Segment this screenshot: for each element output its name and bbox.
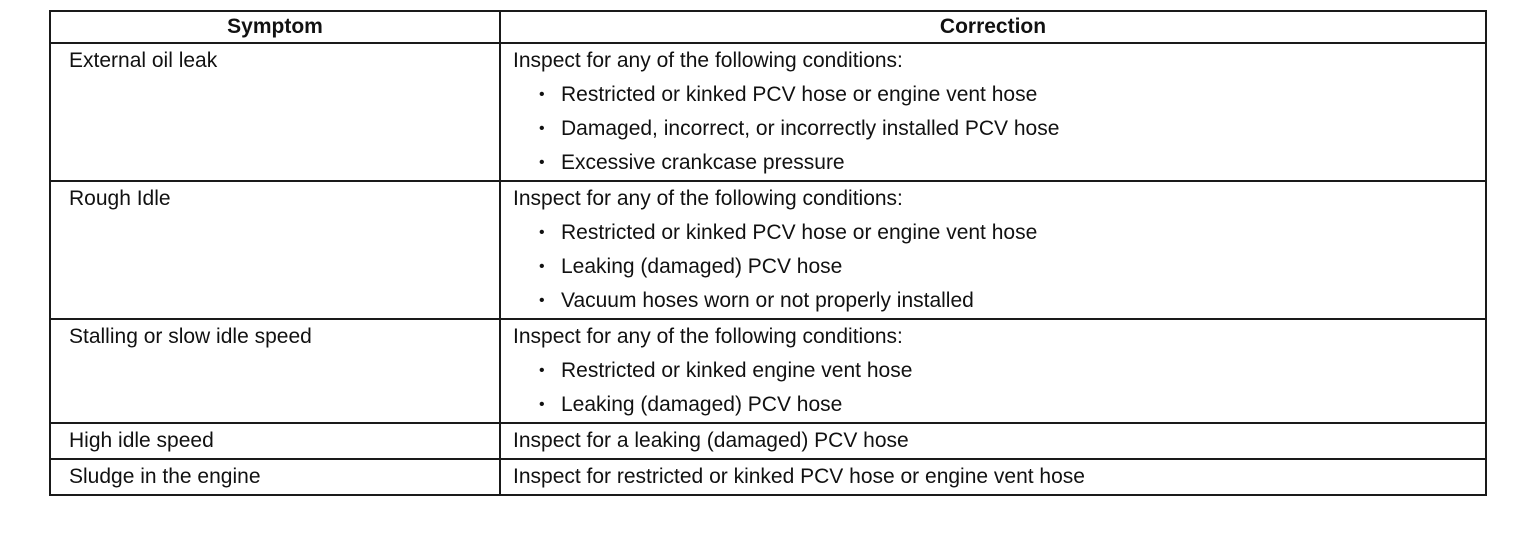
bullet-icon: • <box>539 224 545 241</box>
condition-text: Leaking (damaged) PCV hose <box>561 393 843 416</box>
condition-text: Restricted or kinked PCV hose or engine vent hose <box>561 83 1038 106</box>
table-body <box>50 43 1486 495</box>
correction-cell <box>500 181 1486 319</box>
correction-intro: Inspect for any of the following conditions: <box>513 187 903 210</box>
symptom-cell: High idle speed <box>50 423 500 459</box>
condition-text: Excessive crankcase pressure <box>561 151 845 174</box>
correction-column-header: Correction <box>500 11 1486 43</box>
bullet-icon: • <box>539 86 545 103</box>
condition-item <box>537 78 1475 112</box>
diagnosis-table <box>49 10 1487 496</box>
correction-cell <box>500 43 1486 181</box>
symptom-cell: Sludge in the engine <box>50 459 500 495</box>
condition-item <box>537 388 1475 422</box>
correction-cell <box>500 423 1486 459</box>
bullet-icon: • <box>539 258 545 275</box>
condition-text: Damaged, incorrect, or incorrectly installed PCV hose <box>561 117 1060 140</box>
symptom-cell: Rough Idle <box>50 181 500 319</box>
condition-text: Leaking (damaged) PCV hose <box>561 255 843 278</box>
bullet-icon: • <box>539 362 545 379</box>
symptom-cell: External oil leak <box>50 43 500 181</box>
diagnosis-table-container <box>49 10 1485 496</box>
table-row <box>50 43 1486 181</box>
table-header-row <box>50 11 1486 43</box>
condition-list <box>513 354 1475 422</box>
bullet-icon: • <box>539 396 545 413</box>
condition-item <box>537 112 1475 146</box>
condition-item <box>537 284 1475 318</box>
condition-text: Restricted or kinked PCV hose or engine vent hose <box>561 221 1038 244</box>
correction-cell <box>500 459 1486 495</box>
correction-intro: Inspect for restricted or kinked PCV hose or engine vent hose <box>513 465 1085 488</box>
bullet-icon: • <box>539 154 545 171</box>
condition-item <box>537 146 1475 180</box>
condition-list <box>513 216 1475 318</box>
symptom-column-header: Symptom <box>50 11 500 43</box>
table-row <box>50 319 1486 423</box>
bullet-icon: • <box>539 292 545 309</box>
table-row <box>50 181 1486 319</box>
correction-intro: Inspect for any of the following conditions: <box>513 325 903 348</box>
condition-text: Vacuum hoses worn or not properly installed <box>561 289 974 312</box>
table-row <box>50 423 1486 459</box>
correction-cell <box>500 319 1486 423</box>
condition-item <box>537 354 1475 388</box>
condition-list <box>513 78 1475 180</box>
condition-item <box>537 250 1475 284</box>
condition-item <box>537 216 1475 250</box>
bullet-icon: • <box>539 120 545 137</box>
symptom-cell: Stalling or slow idle speed <box>50 319 500 423</box>
condition-text: Restricted or kinked engine vent hose <box>561 359 913 382</box>
correction-intro: Inspect for any of the following conditions: <box>513 49 903 72</box>
table-row <box>50 459 1486 495</box>
correction-intro: Inspect for a leaking (damaged) PCV hose <box>513 429 909 452</box>
